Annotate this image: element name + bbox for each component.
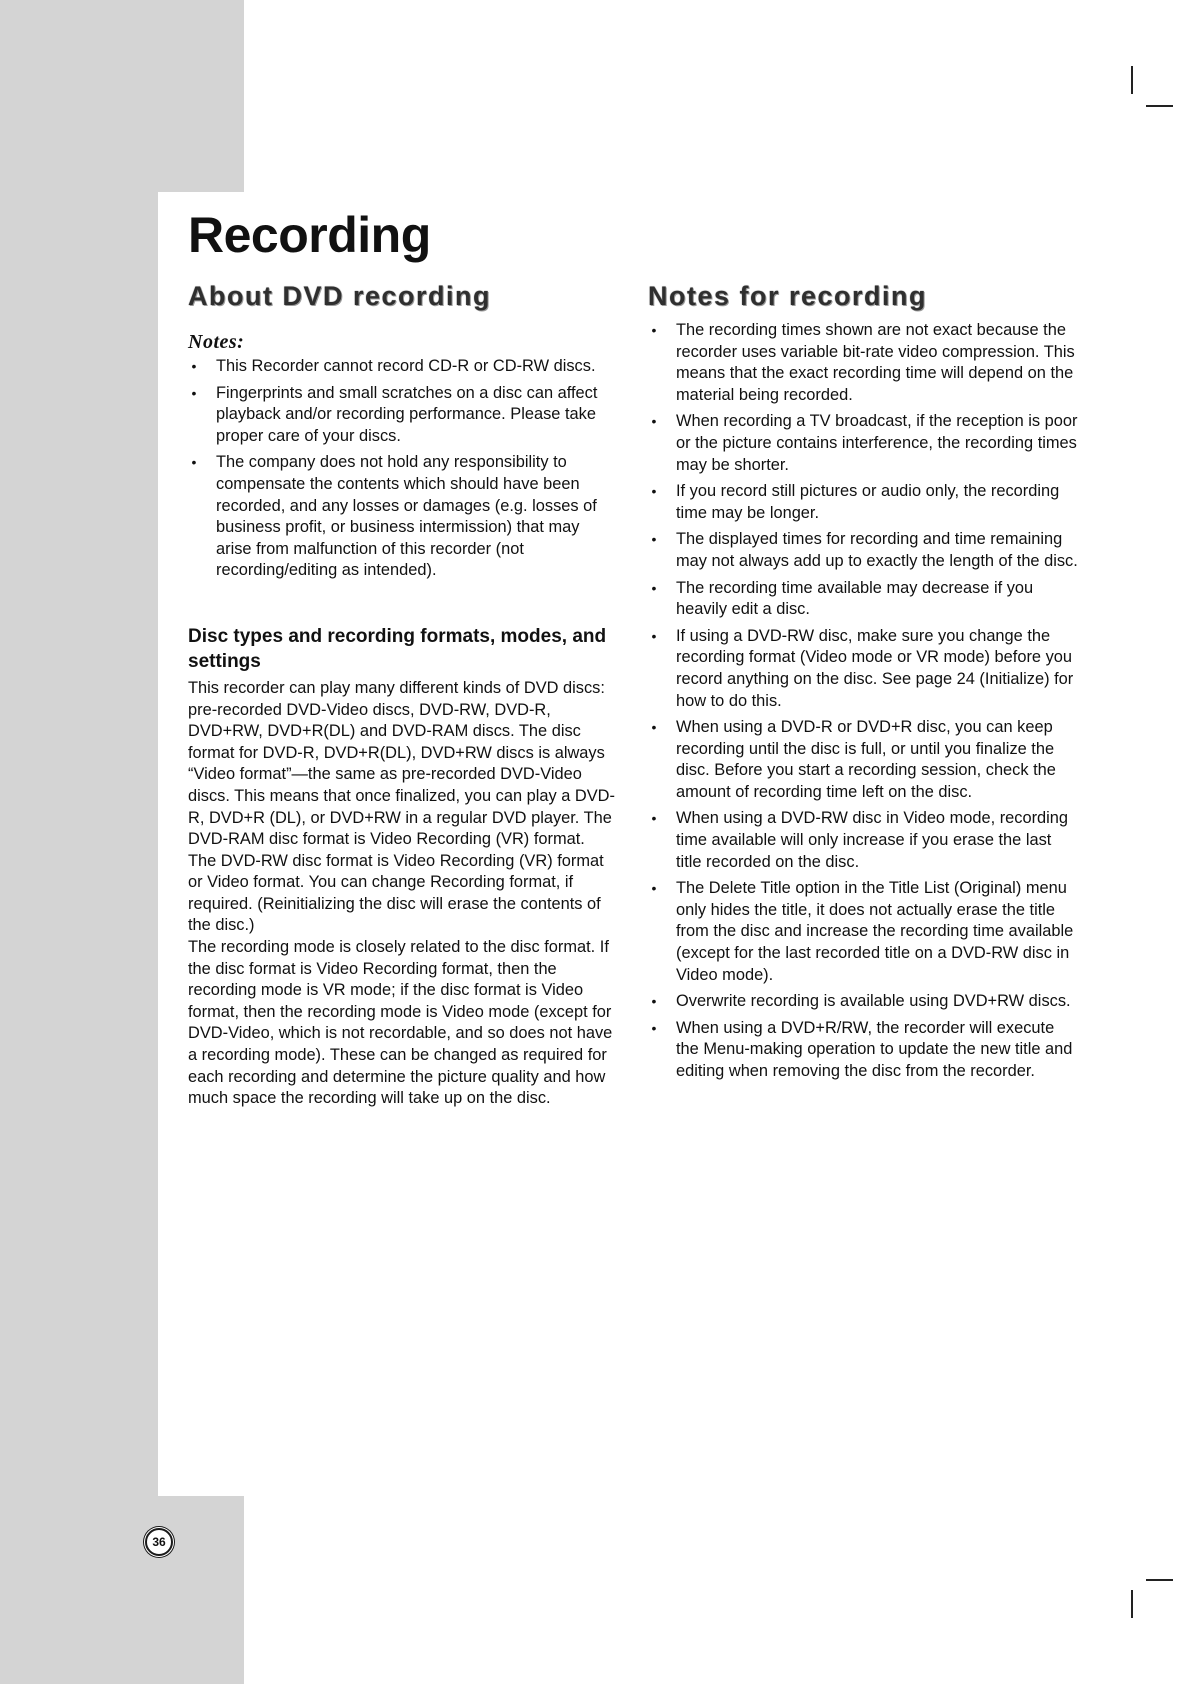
- list-item: [648, 411, 1078, 476]
- list-item: [648, 878, 1078, 986]
- list-item-text: Fingerprints and small scratches on a disc can affect playback and/or recording performance. Please take proper care of your discs.: [216, 383, 598, 445]
- recording-notes-list: [648, 320, 1078, 1083]
- bullet-icon: •: [651, 531, 657, 548]
- list-item-text: The company does not hold any responsibility to compensate the contents which should have been recorded, and any losses or damages (e.g. losses of business profit, or business intermission) that may arise from malfunction of this recorder (not recording/editing as intended).: [216, 453, 597, 580]
- list-item: [648, 991, 1078, 1013]
- list-item: [648, 808, 1078, 873]
- bullet-icon: •: [651, 719, 657, 736]
- list-item-text: When using a DVD-RW disc in Video mode, recording time available will only increase if you erase the last title recorded on the disc.: [676, 809, 1069, 871]
- list-item: [648, 481, 1078, 524]
- list-item-text: When using a DVD-R or DVD+R disc, you can keep recording until the disc is full, or until you finalize the disc. Before you start a recording session, check the amount of recording time left on the disc.: [676, 718, 1056, 801]
- left-column: [188, 330, 618, 1110]
- list-item: [188, 383, 618, 448]
- bullet-icon: •: [651, 880, 657, 897]
- notes-list: [188, 356, 618, 582]
- list-item-text: If using a DVD-RW disc, make sure you change the recording format (Video mode or VR mode) before you record anything on the disc. See page 24 (Initialize) for how to do this.: [676, 626, 1074, 710]
- bullet-icon: •: [651, 993, 657, 1010]
- page-title: Recording: [188, 207, 431, 263]
- bullet-icon: •: [651, 627, 657, 644]
- list-item: [648, 1018, 1078, 1083]
- about-dvd-recording-heading: About DVD recording: [188, 281, 491, 311]
- crop-mark-bottom-vertical: [1131, 1590, 1133, 1618]
- notes-for-recording-heading: Notes for recording: [648, 281, 928, 311]
- right-column: [648, 320, 1078, 1088]
- list-item: [648, 529, 1078, 572]
- list-item: [648, 717, 1078, 803]
- list-item-text: The recording times shown are not exact because the recorder uses variable bit-rate video compression. This means that the exact recording time will depend on the material being recorded.: [676, 321, 1075, 404]
- list-item-text: The Delete Title option in the Title List (Original) menu only hides the title, it does not actually erase the title from the disc and increase the recording time available (except for the last recorded title on a DVD-RW disc in Video mode).: [676, 879, 1074, 984]
- bullet-icon: •: [651, 322, 657, 338]
- bullet-icon: •: [651, 1019, 657, 1036]
- crop-mark-top-horizontal: [1146, 105, 1173, 107]
- notes-label: Notes:: [188, 331, 245, 353]
- list-item-text: Overwrite recording is available using DVD+RW discs.: [676, 992, 1071, 1011]
- list-item: [188, 452, 618, 582]
- list-item: [648, 578, 1078, 621]
- crop-mark-top-vertical: [1131, 66, 1133, 94]
- list-item-text: If you record still pictures or audio only, the recording time may be longer.: [676, 482, 1060, 522]
- list-item-text: When recording a TV broadcast, if the reception is poor or the picture contains interference, the recording times may be shorter.: [676, 412, 1078, 474]
- body-paragraph: The recording mode is closely related to the disc format. If the disc format is Video Recording format, then the recording mode is VR mode; if the disc format is Video format, then the recording mode is Video mode (except for DVD-Video, which is not recordable, and so does not have a recording mode). These can be changed as required for each recording and determine the picture quality and how much space the recording will take up on the disc.: [188, 938, 613, 1108]
- body-paragraph: The DVD-RW disc format is Video Recording (VR) format or Video format. You can change Recording format, if required. (Reinitializing the disc will erase the contents of the disc.): [188, 851, 604, 935]
- list-item: [648, 320, 1078, 406]
- body-paragraph: This recorder can play many different kinds of DVD discs: pre-recorded DVD-Video discs, DVD-RW, DVD-R, DVD+RW, DVD+R(DL) and DVD-RAM discs. The disc format for DVD-R, DVD+R(DL), DVD+RW discs is always “Video format”—the same as pre-recorded DVD-Video discs. This means that once finalized, you can play a DVD-R, DVD+R (DL), or DVD+RW in a regular DVD player. The DVD-RAM disc format is Video Recording (VR) format.: [188, 678, 615, 849]
- list-item: [648, 626, 1078, 712]
- bullet-icon: •: [191, 358, 197, 374]
- bullet-icon: •: [191, 454, 197, 471]
- bullet-icon: •: [651, 413, 657, 430]
- list-item-text: The displayed times for recording and time remaining may not always add up to exactly the length of the disc.: [676, 530, 1078, 570]
- bullet-icon: •: [651, 483, 657, 500]
- list-item-text: This Recorder cannot record CD-R or CD-RW discs.: [216, 357, 596, 375]
- list-item: [188, 356, 618, 378]
- list-item-text: When using a DVD+R/RW, the recorder will execute the Menu-making operation to update the new title and editing when removing the disc from the recorder.: [676, 1018, 1073, 1080]
- bullet-icon: •: [191, 384, 197, 401]
- crop-mark-bottom-horizontal: [1146, 1579, 1173, 1581]
- bullet-icon: •: [651, 810, 657, 827]
- page-number-badge: 36: [145, 1528, 173, 1556]
- bullet-icon: •: [651, 579, 657, 596]
- disc-types-subheading: Disc types and recording formats, modes, and settings: [188, 625, 607, 672]
- list-item-text: The recording time available may decrease if you heavily edit a disc.: [676, 578, 1034, 619]
